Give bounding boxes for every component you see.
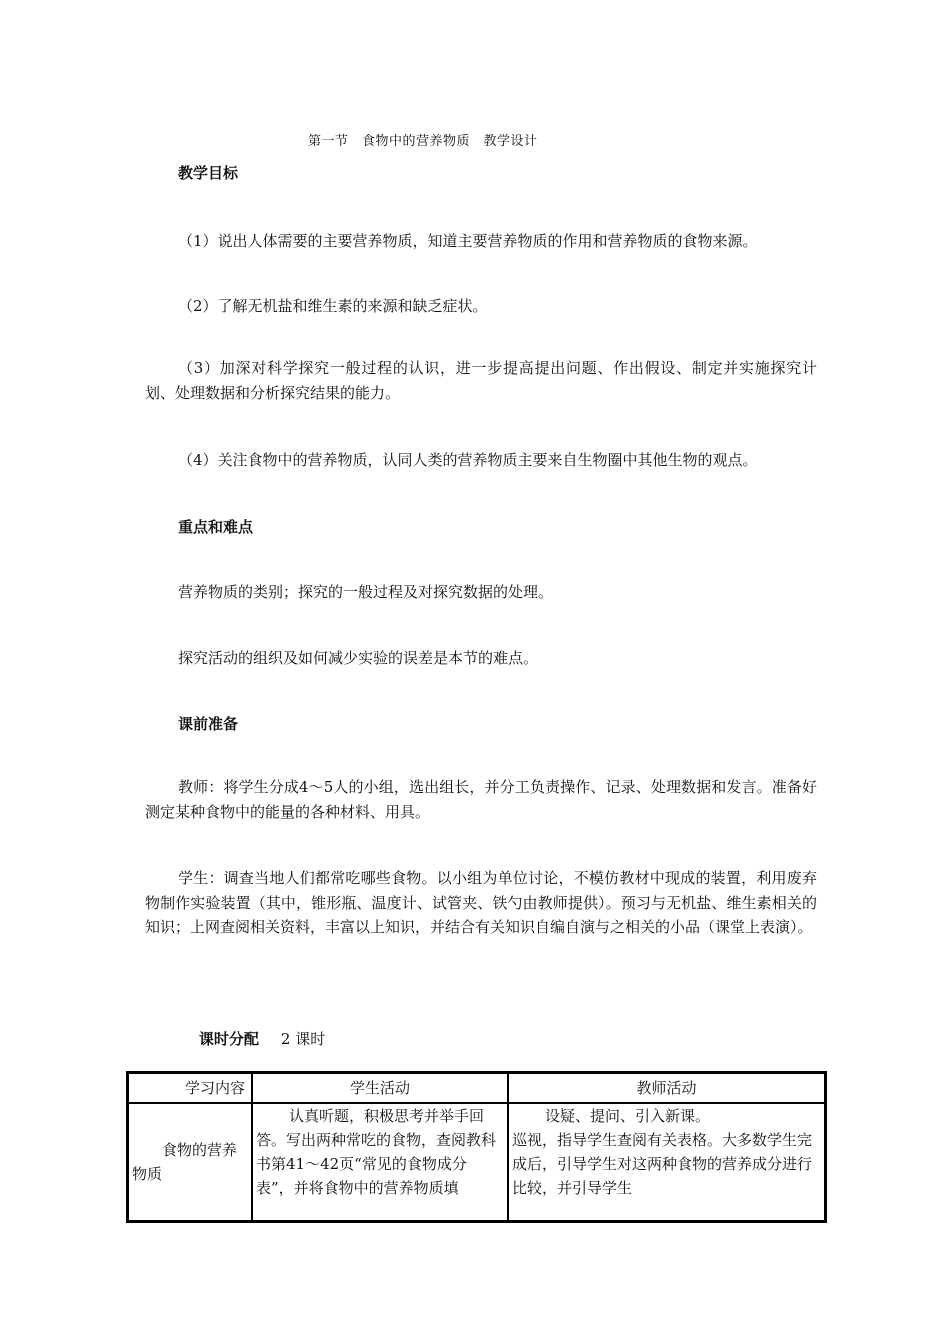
document-title: 第一节 食物中的营养物质 教学设计 bbox=[308, 134, 538, 149]
class-hours-heading: 课时分配 bbox=[198, 1030, 259, 1048]
table-row bbox=[128, 1103, 825, 1221]
table-cell-content: 食物的营养物质 bbox=[128, 1103, 252, 1221]
table-header-content: 学习内容 bbox=[128, 1073, 252, 1103]
teacher-activity-line-1: 设疑、提问、引入新课。 bbox=[545, 1107, 711, 1125]
table-header-student-activity: 学生活动 bbox=[252, 1073, 508, 1103]
preparation-teacher: 教师：将学生分成4～5人的小组，选出组长，并分工负责操作、记录、处理数据和发言。准备好测定某种食物中的能量的各种材料、用具。 bbox=[145, 778, 817, 821]
key-points-heading: 重点和难点 bbox=[178, 518, 254, 536]
objective-item-3: （3）加深对科学探究一般过程的认识，进一步提高提出问题、作出假设、制定并实施探究计划、处理数据和分析探究结果的能力。 bbox=[145, 359, 817, 402]
table-cell-teacher-activity bbox=[508, 1103, 825, 1221]
objective-item-1: （1）说出人体需要的主要营养物质，知道主要营养物质的作用和营养物质的食物来源。 bbox=[178, 232, 758, 250]
objective-item-2: （2）了解无机盐和维生素的来源和缺乏症状。 bbox=[178, 297, 488, 315]
teacher-activity-line-2: 巡视，指导学生查阅有关表格。大多数学生完成后，引导学生对这两种食物的营养成分进行比较，并引导学生 bbox=[512, 1131, 813, 1197]
objectives-heading: 教学目标 bbox=[178, 164, 239, 182]
preparation-heading: 课前准备 bbox=[178, 715, 239, 733]
class-hours-value: 2 课时 bbox=[280, 1030, 326, 1048]
objective-item-4: （4）关注食物中的营养物质，认同人类的营养物质主要来自生物圈中其他生物的观点。 bbox=[178, 451, 758, 469]
lesson-plan-table bbox=[126, 1071, 827, 1223]
key-point-item-1: 营养物质的类别；探究的一般过程及对探究数据的处理。 bbox=[178, 583, 554, 601]
table-header-row bbox=[128, 1073, 825, 1103]
preparation-student: 学生：调查当地人们都常吃哪些食物。以小组为单位讨论，不模仿教材中现成的装置，利用废弃物制作实验装置（其中，锥形瓶、温度计、试管夹、铁勺由教师提供）。预习与无机盐、维生素相关的知识；上网查阅相关资料，丰富以上知识，并结合有关知识自编自演与之相关的小品（课堂上表演）。 bbox=[145, 869, 817, 936]
class-hours bbox=[178, 1010, 325, 1067]
table-cell-student-activity: 认真听题，积极思考并举手回答。写出两种常吃的食物，查阅教科书第41～42页“常见的食物成分表”，并将食物中的营养物质填 bbox=[252, 1103, 508, 1221]
key-point-item-2: 探究活动的组织及如何减少实验的误差是本节的难点。 bbox=[178, 649, 539, 667]
table-header-teacher-activity: 教师活动 bbox=[508, 1073, 825, 1103]
